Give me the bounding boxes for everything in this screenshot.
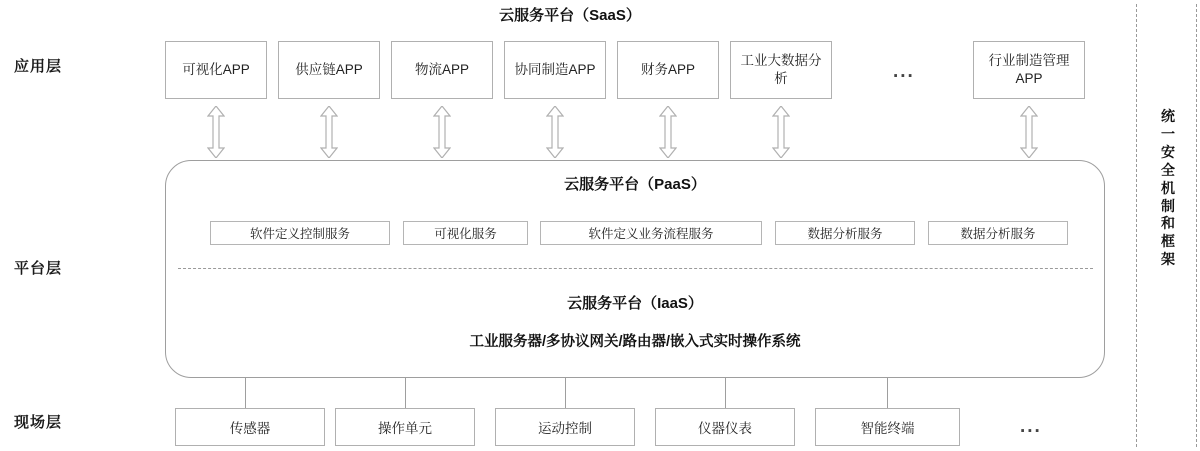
paas-services-row [165,221,1105,245]
service-box-software-defined-workflow[interactable]: 软件定义业务流程服务 [540,221,762,245]
application-layer-row [165,41,1105,99]
security-band-label: 统一安全机制和框架 [1161,108,1175,268]
app-box-logistics[interactable]: 物流APP [391,41,493,99]
field-box-operation-unit[interactable]: 操作单元 [335,408,475,446]
double-arrow-icon-3 [433,106,451,158]
connector-line-1 [245,378,246,408]
app-box-visualization[interactable]: 可视化APP [165,41,267,99]
app-row-ellipsis: ... [893,61,915,82]
app-box-industry-manufacturing-management[interactable]: 行业制造管理 APP [973,41,1085,99]
connector-line-4 [725,378,726,408]
double-arrow-icon-5 [659,106,677,158]
field-box-smart-terminal[interactable]: 智能终端 [815,408,960,446]
connector-line-5 [887,378,888,408]
field-box-sensor[interactable]: 传感器 [175,408,325,446]
field-row-ellipsis: ... [1020,416,1042,437]
iaas-title: 云服务平台（IaaS） [567,295,703,312]
security-band-left-divider [1136,4,1137,447]
saas-title: 云服务平台（SaaS） [499,7,641,24]
service-box-data-analysis-2[interactable]: 数据分析服务 [928,221,1068,245]
layer-label-platform: 平台层 [14,260,63,277]
connector-line-2 [405,378,406,408]
service-box-visualization[interactable]: 可视化服务 [403,221,528,245]
double-arrow-icon-4 [546,106,564,158]
field-box-motion-control[interactable]: 运动控制 [495,408,635,446]
double-arrow-icon-1 [207,106,225,158]
double-arrow-icon-6 [772,106,790,158]
app-box-collaborative-manufacturing[interactable]: 协同制造APP [504,41,606,99]
iaas-subtitle: 工业服务器/多协议网关/路由器/嵌入式实时操作系统 [469,334,801,350]
security-band-right-divider [1196,4,1197,447]
connector-line-3 [565,378,566,408]
paas-iaas-divider [178,268,1093,269]
service-box-software-defined-control[interactable]: 软件定义控制服务 [210,221,390,245]
double-arrow-icon-2 [320,106,338,158]
layer-label-field: 现场层 [14,414,63,431]
app-box-finance[interactable]: 财务APP [617,41,719,99]
layer-label-application: 应用层 [14,58,63,75]
double-arrow-icon-7 [1020,106,1038,158]
paas-title: 云服务平台（PaaS） [564,176,706,193]
app-box-supply-chain[interactable]: 供应链APP [278,41,380,99]
app-box-industrial-big-data[interactable]: 工业大数据分析 [730,41,832,99]
field-layer-row [165,408,1105,446]
field-box-instrumentation[interactable]: 仪器仪表 [655,408,795,446]
service-box-data-analysis-1[interactable]: 数据分析服务 [775,221,915,245]
